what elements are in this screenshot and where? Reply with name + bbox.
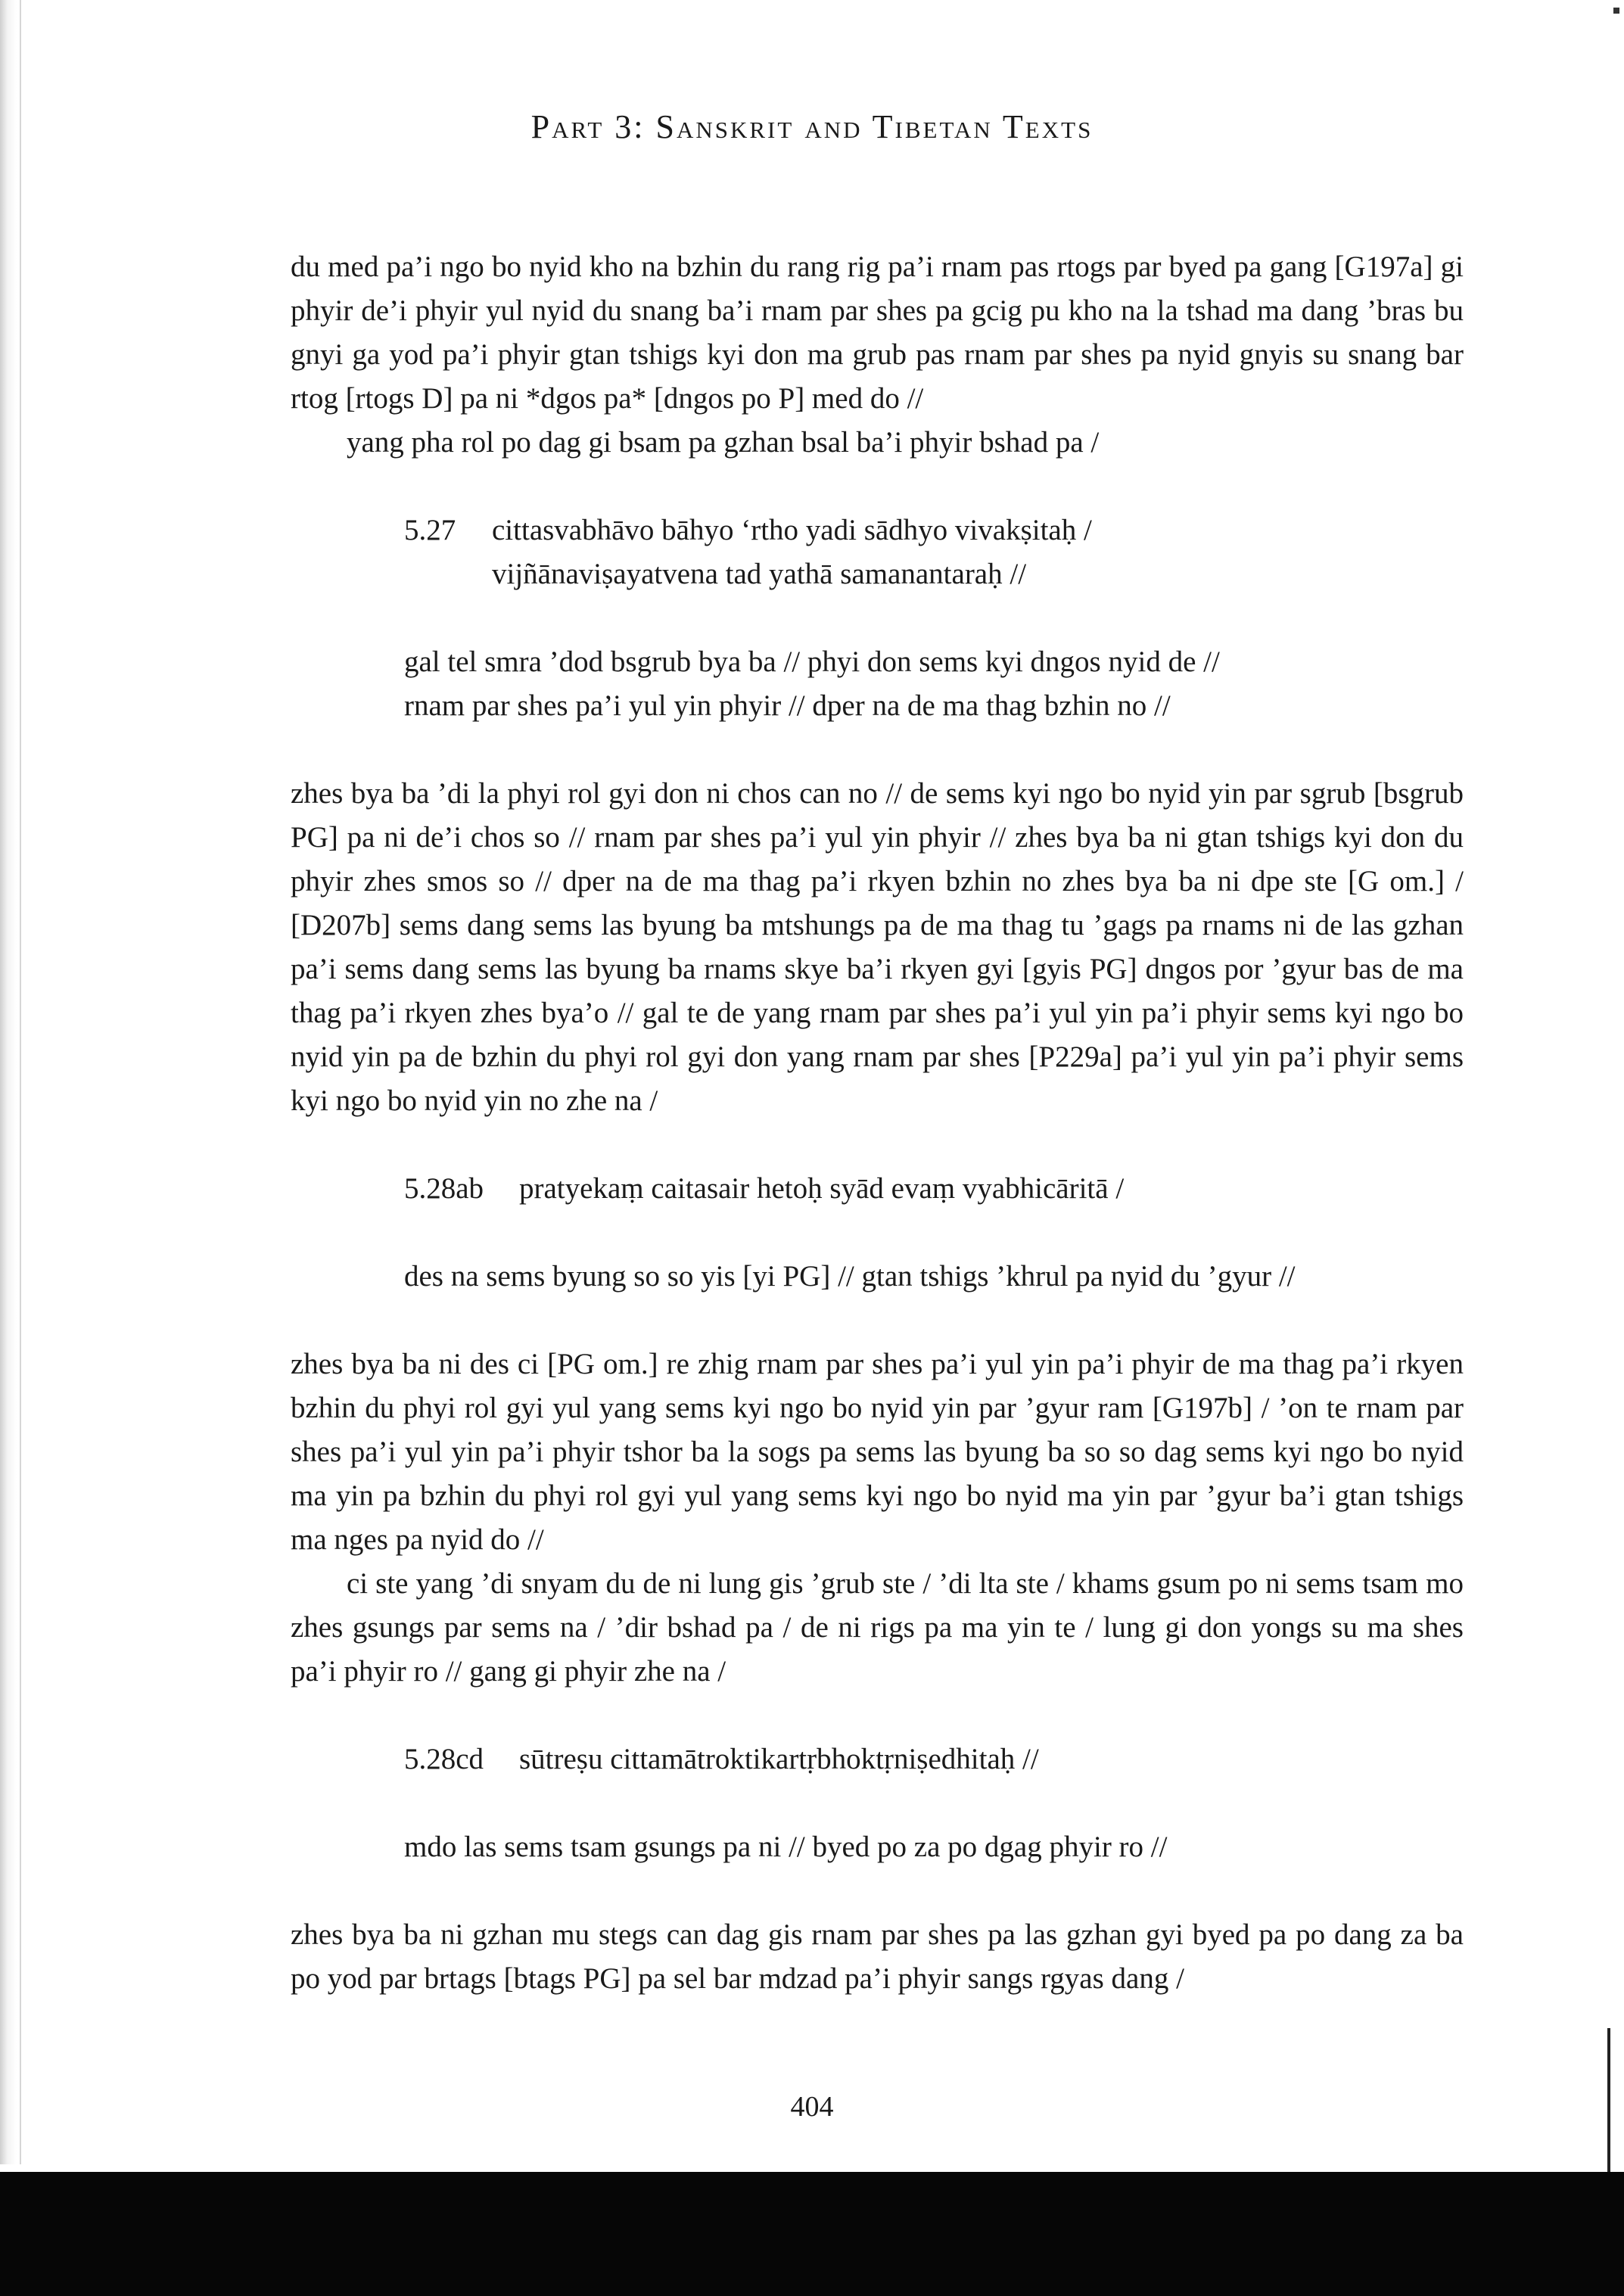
text-line: zhes bya ba ’di la phyi rol gyi don ni chos can no // de sems kyi ngo bo nyid yin par sgrub — [291, 777, 1366, 810]
text-line: rkyen bzhin du phyi rol gyi yul yang sems kyi ngo bo nyid yin par ’gyur ram [G197b] — [291, 1348, 1464, 1424]
text-line: par shes pa’i yul yin pa’i phyir sems kyi ngo bo nyid yin pa de bzhin du phyi rol gyi don — [291, 997, 1464, 1073]
verse-number: 5.28ab — [404, 1172, 484, 1205]
verse-number: 5.28cd — [404, 1743, 484, 1775]
scan-mark — [1613, 8, 1619, 14]
paragraph — [291, 421, 1464, 465]
verse-line: vijñānaviṣayatvena tad yathā samanantaraḥ // — [492, 558, 1027, 590]
text-line: [bsgrub PG] pa ni de’i chos so // rnam par shes pa’i yul yin phyir // zhes bya ba ni gtan — [291, 777, 1464, 854]
text-line: du med pa’i ngo bo nyid kho na bzhin du rang rig pa’i rnam pas rtogs par byed pa gang — [291, 250, 1327, 283]
text-line: ’gags pa rnams ni de las gzhan pa’i sems dang sems las byung ba rnams skye ba’i rkyen — [291, 909, 1464, 985]
paragraph — [291, 1562, 1464, 1694]
scanner-bottom-band — [0, 2172, 1624, 2296]
verse-line: pratyekaṃ caitasair hetoḥ syād evaṃ vyabhicāritā / — [519, 1172, 1125, 1205]
sanskrit-verse — [404, 509, 1464, 596]
verse-number-spacer — [404, 552, 492, 596]
text-line: zhes bya ba ni gzhan mu stegs can dag gis rnam par shes pa las gzhan gyi byed pa po — [291, 1918, 1326, 1951]
text-line: tsam mo zhes gsungs par sems na / ’dir bshad pa / de ni rigs pa ma yin te / lung gi don — [291, 1567, 1464, 1644]
page-gutter-shadow — [0, 0, 26, 2164]
text-line: yang pha rol po dag gi bsam pa gzhan bsal ba’i phyir bshad pa / — [347, 426, 1100, 459]
tibetan-verse — [404, 1255, 1464, 1299]
verse-line: sūtreṣu cittamātroktikartṛbhoktṛniṣedhitaḥ // — [519, 1743, 1039, 1775]
text-line: ba ni dpe ste [G om.] / [D207b] sems dang sems las byung ba mtshungs pa de ma thag tu — [291, 865, 1464, 941]
verse-line: gal tel smra ’dod bsgrub bya ba // phyi don sems kyi dngos nyid de // — [404, 646, 1220, 678]
text-body — [291, 245, 1464, 2001]
paragraph — [291, 1913, 1464, 2001]
text-line: / ’on te rnam par shes pa’i yul yin pa’i phyir tshor ba la sogs pa sems las byung ba so so — [291, 1392, 1464, 1468]
text-line: gyi [gyis PG] dngos por ’gyur bas de ma thag pa’i rkyen zhes bya’o // gal te de yang rnam — [291, 953, 1464, 1029]
text-line: ma yin par ’gyur ba’i gtan tshigs ma nges pa nyid do // — [291, 1479, 1464, 1556]
text-line: yongs su ma shes pa’i phyir ro // gang gi phyir zhe na / — [291, 1611, 1464, 1688]
running-header: Part 3: Sanskrit and Tibetan Texts — [530, 108, 1094, 145]
page-number: 404 — [790, 2091, 834, 2123]
text-line: shes pa nyid gnyis su snang bar rtog [rtogs D] pa ni *dgos pa* [dngos po P] med do // — [291, 338, 1464, 415]
verse-line: cittasvabhāvo bāhyo ‘rtho yadi sādhyo vivakṣitaḥ / — [492, 514, 1092, 546]
scan-edge-mark — [1607, 2028, 1610, 2172]
paragraph — [291, 245, 1464, 421]
text-line: tshad ma dang ’bras bu gnyi ga yod pa’i phyir gtan tshigs kyi don ma grub pas rnam par — [291, 294, 1464, 371]
sanskrit-verse — [404, 1167, 1464, 1211]
text-line: yang rnam par shes [P229a] pa’i yul yin pa’i phyir sems kyi ngo bo nyid yin no zhe na / — [291, 1041, 1464, 1117]
text-line: tshigs kyi don du phyir zhes smos so // dper na de ma thag pa’i rkyen bzhin no zhes bya — [291, 821, 1464, 898]
verse-number: 5.27 — [404, 514, 456, 546]
tibetan-verse — [404, 640, 1464, 728]
tibetan-verse — [404, 1825, 1464, 1869]
sanskrit-verse — [404, 1738, 1464, 1781]
paragraph — [291, 772, 1464, 1123]
paragraph — [291, 1342, 1464, 1562]
verse-line: mdo las sems tsam gsungs pa ni // byed po za po dgag phyir ro // — [404, 1831, 1168, 1863]
verse-line: des na sems byung so so yis [yi PG] // gtan tshigs ’khrul pa nyid du ’gyur // — [404, 1260, 1296, 1293]
text-line: zhes bya ba ni des ci [PG om.] re zhig rnam par shes pa’i yul yin pa’i phyir de ma thag pa’i — [291, 1348, 1389, 1380]
text-line: [G197a] gi phyir de’i phyir yul nyid du snang ba’i rnam par shes pa gcig pu kho na la — [291, 250, 1464, 327]
verse-line: rnam par shes pa’i yul yin phyir // dper na de ma thag bzhin no // — [404, 689, 1171, 722]
text-line: dang za ba po yod par brtags [btags PG] pa sel bar mdzad pa’i phyir sangs rgyas dang / — [291, 1918, 1464, 1995]
text-line: dag sems kyi ngo bo nyid ma yin pa bzhin du phyi rol gyi yul yang sems kyi ngo bo nyid — [291, 1436, 1464, 1512]
text-line: ci ste yang ’di snyam du de ni lung gis ’grub ste / ’di lta ste / khams gsum po ni sems — [347, 1567, 1355, 1600]
